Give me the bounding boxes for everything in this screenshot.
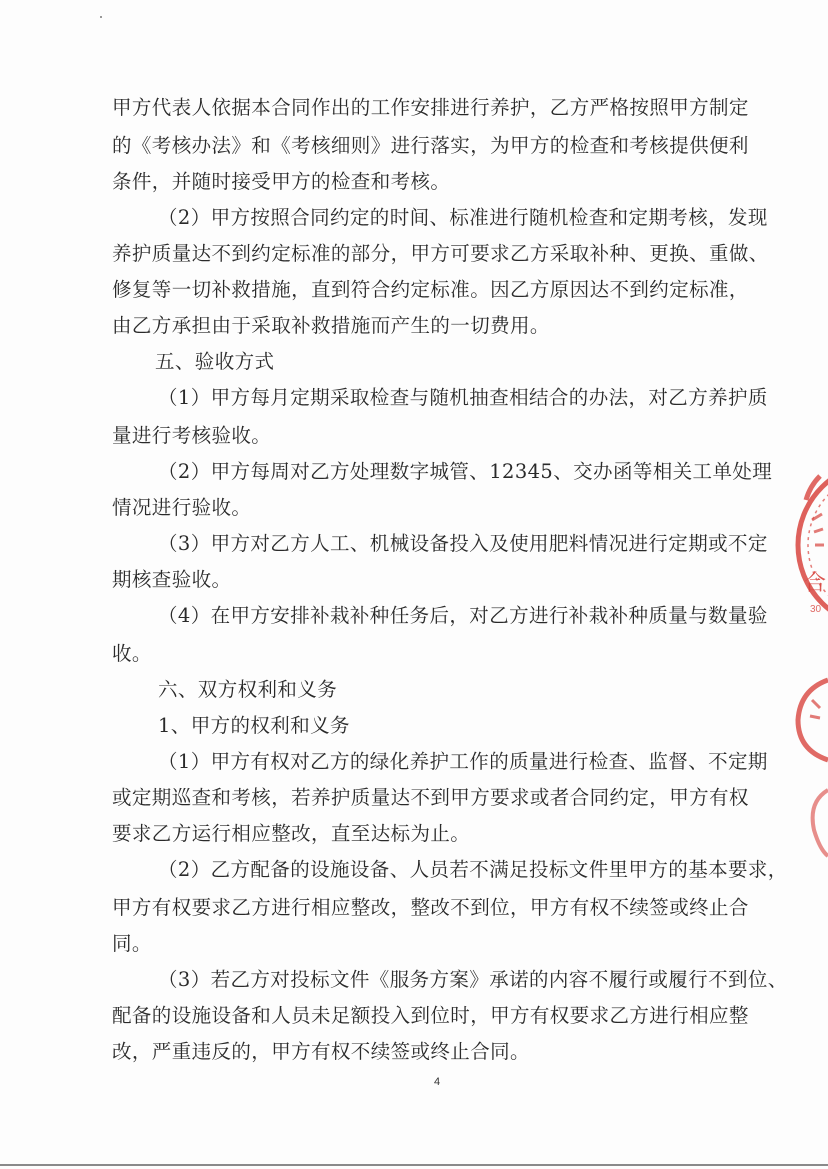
svg-text:合: 合 xyxy=(804,571,827,596)
text-line: 由乙方承担由于采取补救措施而产生的一切费用。 xyxy=(112,314,550,337)
contract-seal xyxy=(798,463,828,627)
text-line: （3）若乙方对投标文件《服务方案》承诺的内容不履行或履行不到位、 xyxy=(158,968,788,991)
text-line: 要求乙方运行相应整改，直至达标为止。 xyxy=(112,822,471,845)
text-line: （3）甲方对乙方人工、机械设备投入及使用肥料情况进行定期或不定 xyxy=(158,532,768,555)
secondary-seal xyxy=(798,680,828,856)
text-line: 量进行考核验收。 xyxy=(112,424,272,447)
text-line: 同。 xyxy=(112,932,152,955)
text-line: （1）甲方有权对乙方的绿化养护工作的质量进行检查、监督、不定期 xyxy=(158,750,768,773)
text-line: 养护质量达不到约定标准的部分，甲方可要求乙方采取补种、更换、重做、 xyxy=(112,242,769,265)
scan-bottom-edge xyxy=(0,1164,828,1166)
text-line: 收。 xyxy=(112,642,152,665)
text-line: 条件，并随时接受甲方的检查和考核。 xyxy=(112,170,451,193)
text-line: 或定期巡查和考核，若养护质量达不到甲方要求或者合同约定，甲方有权 xyxy=(112,786,749,809)
text-line: 情况进行验收。 xyxy=(112,496,252,519)
page-number: 4 xyxy=(434,1076,441,1088)
svg-text:30: 30 xyxy=(810,604,822,615)
text-line: （1）甲方每月定期采取检查与随机抽查相结合的办法，对乙方养护质 xyxy=(158,386,768,409)
text-line: 甲方代表人依据本合同作出的工作安排进行养护，乙方严格按照甲方制定 xyxy=(112,96,749,119)
text-line: （2）甲方每周对乙方处理数字城管、12345、交办函等相关工单处理 xyxy=(158,460,773,483)
text-line: 配备的设施设备和人员未足额投入到位时，甲方有权要求乙方进行相应整 xyxy=(112,1004,749,1027)
text-line: （4）在甲方安排补栽补种任务后，对乙方进行补栽补种质量与数量验 xyxy=(158,604,768,627)
subsection-heading: 1、甲方的权利和义务 xyxy=(158,714,350,737)
section-heading: 五、验收方式 xyxy=(155,350,275,373)
text-line: 期核查验收。 xyxy=(112,568,232,591)
text-line: 甲方有权要求乙方进行相应整改，整改不到位，甲方有权不续签或终止合 xyxy=(112,896,749,919)
text-line: 修复等一切补救措施，直到符合约定标准。因乙方原因达不到约定标准， xyxy=(112,278,749,301)
text-line: （2）乙方配备的设施设备、人员若不满足投标文件里甲方的基本要求， xyxy=(158,858,788,881)
scan-speck xyxy=(100,16,102,18)
text-line: 的《考核办法》和《考核细则》进行落实，为甲方的检查和考核提供便利 xyxy=(112,134,749,157)
text-line: 改，严重违反的，甲方有权不续签或终止合同。 xyxy=(112,1040,530,1063)
text-line: （2）甲方按照合同约定的时间、标准进行随机检查和定期考核，发现 xyxy=(158,206,768,229)
section-heading: 六、双方权利和义务 xyxy=(158,678,338,701)
